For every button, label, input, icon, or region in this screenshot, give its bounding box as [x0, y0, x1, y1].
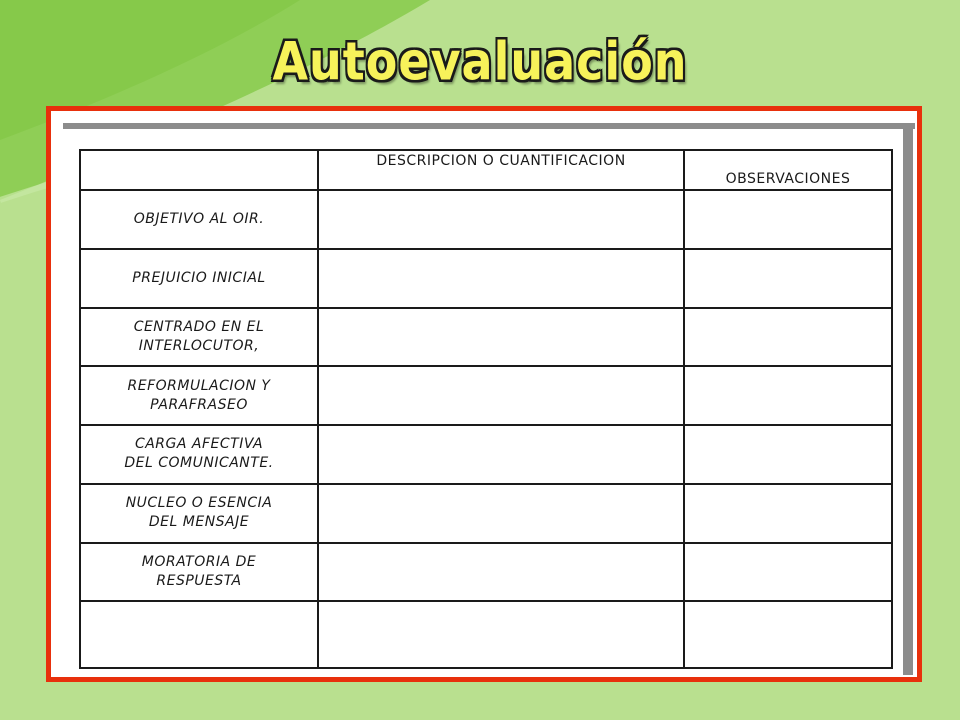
observations-cell [684, 484, 892, 543]
row-label-line: NUCLEO O ESENCIA [125, 495, 273, 512]
description-cell [318, 308, 684, 367]
header-description: DESCRIPCION O CUANTIFICACION [318, 150, 684, 190]
table-header-row [80, 150, 892, 190]
table-row [80, 543, 892, 602]
row-label-line: CENTRADO EN EL [133, 319, 265, 336]
description-cell [318, 249, 684, 308]
slide-title: Autoevaluación [272, 30, 688, 93]
row-label-line: CARGA AFECTIVA [134, 436, 264, 453]
observations-cell [684, 366, 892, 425]
table-row [80, 249, 892, 308]
row-label-moratoria [80, 543, 318, 602]
row-label-line: OBJETIVO AL OIR. [133, 211, 265, 228]
table-row [80, 425, 892, 484]
row-label-centrado [80, 308, 318, 367]
row-label-carga-afectiva [80, 425, 318, 484]
table-row [80, 484, 892, 543]
header-observations: OBSERVACIONES [684, 150, 892, 190]
table-image-frame [46, 106, 922, 682]
observations-cell [684, 308, 892, 367]
observations-cell [684, 190, 892, 249]
frame-shadow-top [63, 123, 915, 129]
description-cell [318, 190, 684, 249]
description-cell [318, 425, 684, 484]
row-label-line: RESPUESTA [156, 572, 242, 589]
observations-cell [684, 601, 892, 668]
header-item-cell [80, 150, 318, 190]
row-label-reformulacion [80, 366, 318, 425]
row-label-line: REFORMULACION Y [127, 377, 271, 394]
observations-cell [684, 543, 892, 602]
description-cell [318, 366, 684, 425]
description-cell [318, 601, 684, 668]
row-label-line: DEL MENSAJE [148, 514, 250, 531]
row-label-prejuicio [80, 249, 318, 308]
row-label-line: INTERLOCUTOR, [138, 338, 260, 355]
row-label-line: MORATORIA DE [141, 553, 257, 570]
table-row [80, 308, 892, 367]
table-row [80, 190, 892, 249]
row-label-empty [80, 601, 318, 668]
observations-cell [684, 249, 892, 308]
row-label-objetivo [80, 190, 318, 249]
observations-cell [684, 425, 892, 484]
table-row [80, 601, 892, 668]
description-cell [318, 543, 684, 602]
self-evaluation-table [79, 149, 893, 669]
row-label-line: DEL COMUNICANTE. [124, 455, 274, 472]
row-label-line: PREJUICIO INICIAL [132, 269, 266, 286]
row-label-nucleo [80, 484, 318, 543]
table-row [80, 366, 892, 425]
frame-shadow-right [903, 129, 913, 675]
description-cell [318, 484, 684, 543]
row-label-line: PARAFRASEO [150, 396, 248, 413]
